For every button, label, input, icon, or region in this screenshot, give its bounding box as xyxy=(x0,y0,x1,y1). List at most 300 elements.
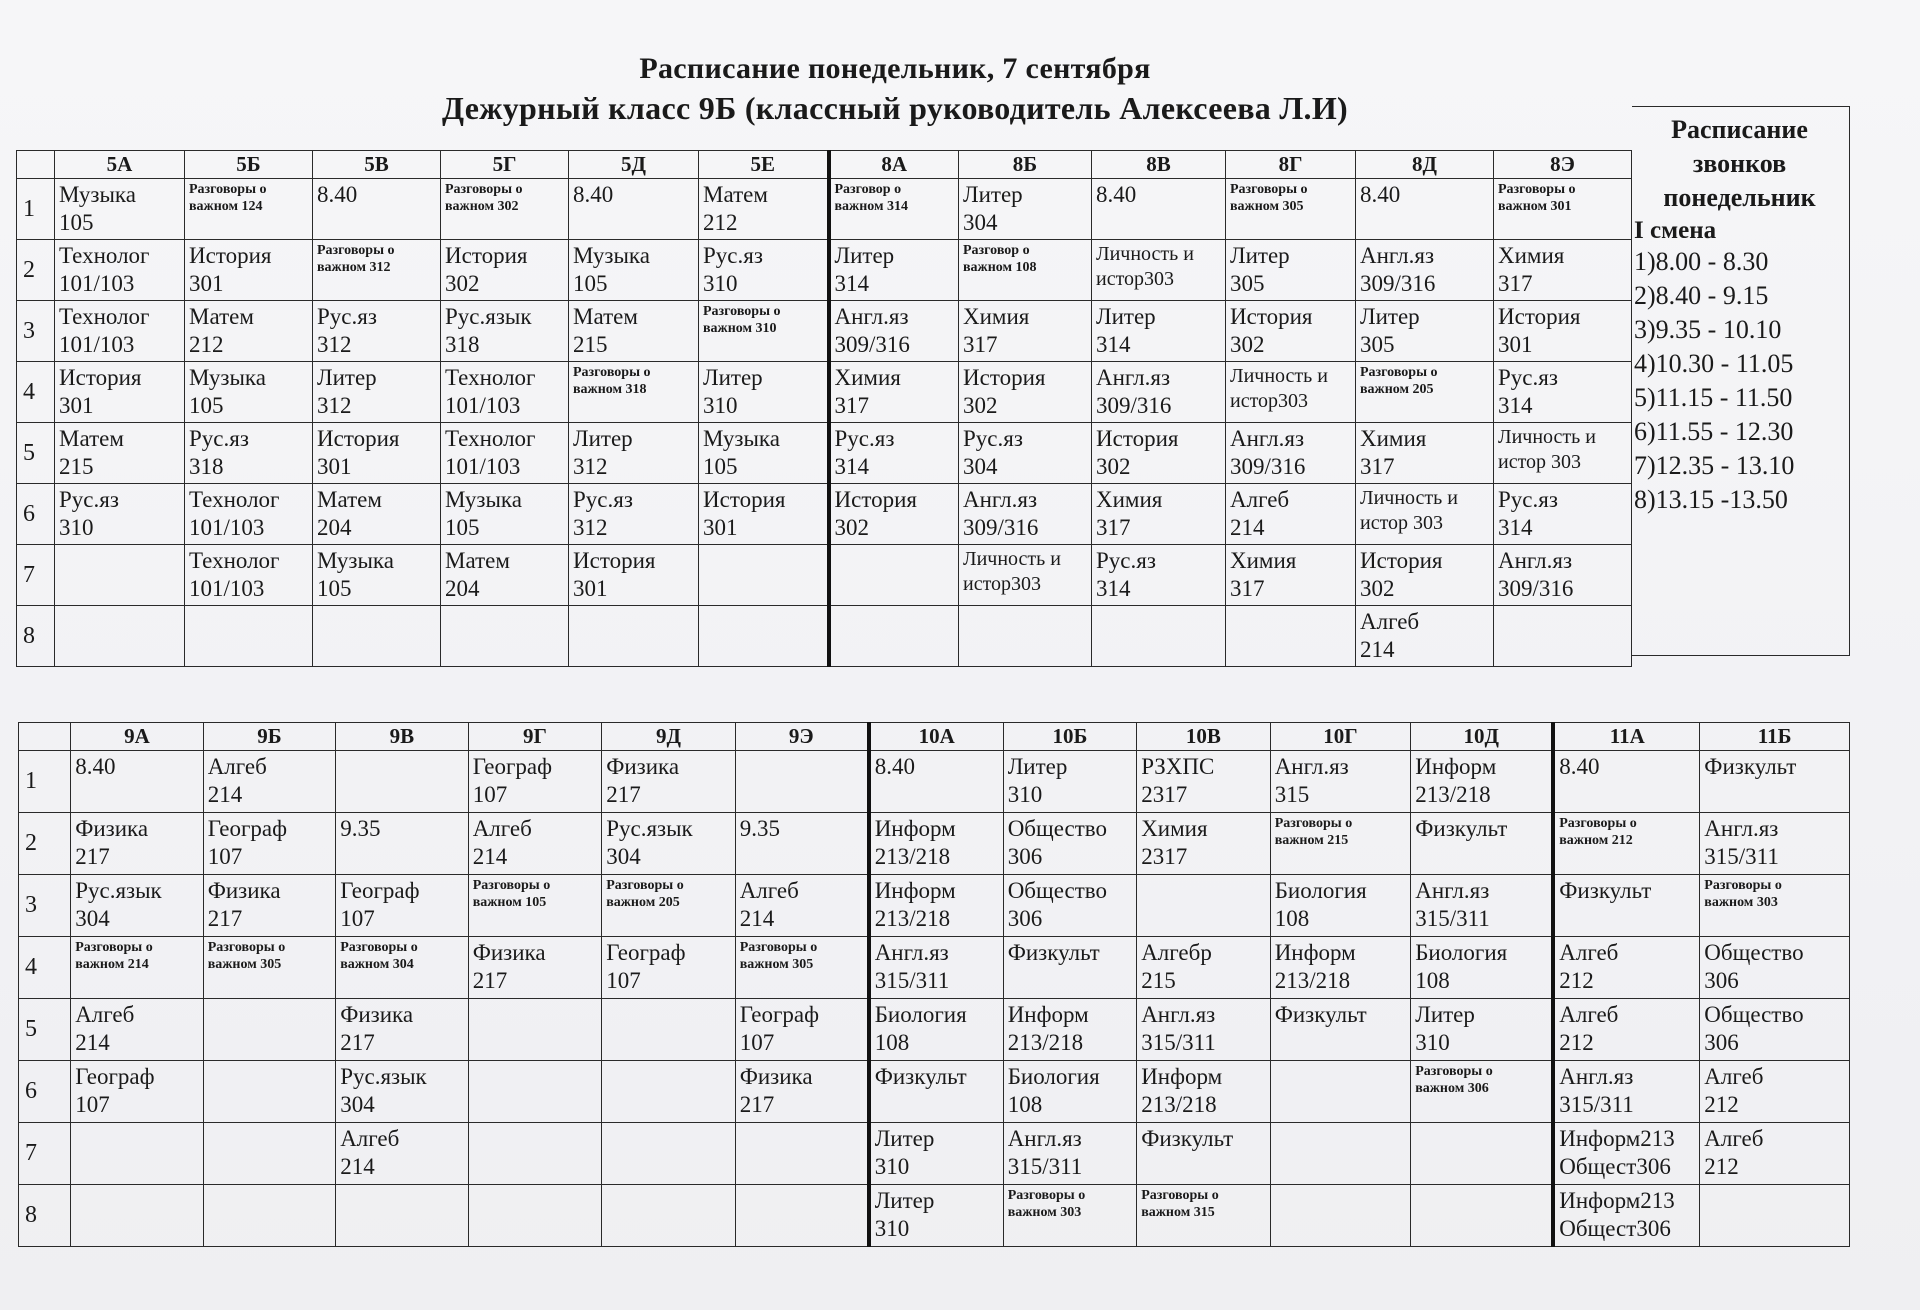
lesson-row xyxy=(17,301,1632,362)
lesson-cell xyxy=(1411,1061,1554,1123)
lesson-text: Матем 215 xyxy=(573,304,638,357)
lesson-text: Разговоры о важном 305 xyxy=(1230,182,1308,214)
class-header: 11Б xyxy=(1700,723,1850,751)
lesson-cell xyxy=(1137,937,1271,999)
lesson-cell xyxy=(1270,937,1411,999)
lesson-text: История 301 xyxy=(703,487,786,540)
lesson-text: Алгеб 212 xyxy=(1559,1002,1619,1055)
lesson-cell xyxy=(185,423,313,484)
lesson-cell xyxy=(1356,301,1494,362)
lesson-text: Физкульт xyxy=(1274,1002,1367,1027)
lesson-text: Технолог 101/103 xyxy=(445,365,536,418)
lesson-cell xyxy=(699,423,829,484)
lesson-cell xyxy=(185,240,313,301)
lesson-cell xyxy=(1700,1185,1850,1247)
lesson-text: Разговоры о важном 303 xyxy=(1007,1188,1086,1220)
lesson-cell xyxy=(468,1185,602,1247)
lesson-cell xyxy=(71,1185,204,1247)
lesson-cell xyxy=(336,999,469,1061)
lesson-text: Информ 213/218 xyxy=(874,878,956,931)
lesson-text: Информ 213/218 xyxy=(1415,754,1497,807)
lesson-number: 4 xyxy=(17,362,55,423)
bell-slot: 1)8.00 - 8.30 xyxy=(1634,247,1769,276)
lesson-cell xyxy=(869,875,1004,937)
lesson-text: Рус.яз 314 xyxy=(1498,487,1558,540)
class-header: 9Г xyxy=(468,723,602,751)
lesson-text: Литер 312 xyxy=(317,365,377,418)
lesson-cell xyxy=(55,240,185,301)
lesson-cell xyxy=(1494,606,1632,667)
lesson-text: История 302 xyxy=(1360,548,1443,601)
lesson-cell xyxy=(468,999,602,1061)
lesson-cell xyxy=(1003,813,1137,875)
class-header: 10Д xyxy=(1411,723,1554,751)
class-header: 10Г xyxy=(1270,723,1411,751)
lesson-cell xyxy=(441,423,569,484)
lesson-text: Англ.яз 315/311 xyxy=(1704,816,1779,869)
lesson-cell xyxy=(869,751,1004,813)
lesson-cell xyxy=(313,301,441,362)
lesson-cell xyxy=(869,1123,1004,1185)
lesson-cell xyxy=(55,545,185,606)
lesson-text: Разговоры о важном 212 xyxy=(1559,816,1637,848)
lesson-cell xyxy=(1092,240,1226,301)
lesson-text: Литер 310 xyxy=(874,1188,935,1241)
lesson-cell xyxy=(1092,606,1226,667)
lesson-text: Разговоры о важном 302 xyxy=(445,182,523,214)
lesson-text: Физика 217 xyxy=(472,940,546,993)
class-header: 8А xyxy=(829,151,959,179)
lesson-text: История 301 xyxy=(59,365,142,418)
lesson-cell xyxy=(1003,937,1137,999)
lesson-row xyxy=(17,484,1632,545)
corner-cell xyxy=(17,151,55,179)
lesson-row xyxy=(17,362,1632,423)
lesson-text: Географ 107 xyxy=(739,1002,819,1055)
class-header: 5Г xyxy=(441,151,569,179)
lesson-cell xyxy=(313,606,441,667)
lesson-text: Разговоры о важном 305 xyxy=(739,940,818,972)
lesson-row xyxy=(19,813,1850,875)
lesson-number: 3 xyxy=(17,301,55,362)
lesson-row xyxy=(17,606,1632,667)
lesson-number: 7 xyxy=(17,545,55,606)
lesson-text: Музыка 105 xyxy=(189,365,266,418)
lesson-text: Разговоры о важном 205 xyxy=(1360,365,1438,397)
lesson-text: Географ 107 xyxy=(606,940,686,993)
lesson-cell xyxy=(959,484,1092,545)
lesson-cell xyxy=(1553,875,1700,937)
lesson-cell xyxy=(336,937,469,999)
lesson-cell xyxy=(1700,751,1850,813)
lesson-cell xyxy=(829,545,959,606)
lesson-text: Матем 215 xyxy=(59,426,124,479)
lesson-text: Англ.яз 309/316 xyxy=(1096,365,1172,418)
lesson-text: Разговоры о важном 124 xyxy=(189,182,267,214)
lesson-cell xyxy=(185,484,313,545)
lesson-cell xyxy=(602,1185,736,1247)
lesson-cell xyxy=(1700,937,1850,999)
lesson-text: Физкульт xyxy=(1704,754,1797,779)
lesson-cell xyxy=(959,423,1092,484)
class-header: 9В xyxy=(336,723,469,751)
lesson-number: 5 xyxy=(17,423,55,484)
lesson-row xyxy=(17,179,1632,240)
lesson-cell xyxy=(55,484,185,545)
lesson-text: История 301 xyxy=(189,243,272,296)
lesson-text: Литер 310 xyxy=(703,365,763,418)
lesson-cell xyxy=(699,179,829,240)
lesson-cell xyxy=(1226,545,1356,606)
lesson-cell xyxy=(71,999,204,1061)
lesson-cell xyxy=(71,1123,204,1185)
lesson-cell xyxy=(829,423,959,484)
lesson-text: Географ 107 xyxy=(75,1064,155,1117)
lesson-text: Алгеб 214 xyxy=(1230,487,1290,540)
lesson-text: Англ.яз 315 xyxy=(1274,754,1349,807)
lesson-text: Информ 213/218 xyxy=(1274,940,1356,993)
bell-schedule-title: Расписание звонков понедельник xyxy=(1663,115,1816,212)
lesson-cell xyxy=(1226,606,1356,667)
lesson-cell xyxy=(1092,362,1226,423)
lesson-text: Разговоры о важном 318 xyxy=(573,365,651,397)
lesson-text: Алгеб 212 xyxy=(1704,1126,1764,1179)
lesson-cell xyxy=(1003,1061,1137,1123)
lesson-cell xyxy=(1356,545,1494,606)
lesson-text: История 302 xyxy=(1096,426,1179,479)
lesson-text: Информ 213/218 xyxy=(1007,1002,1089,1055)
lesson-text: Рус.яз 310 xyxy=(703,243,763,296)
lesson-text: Информ 213/218 xyxy=(1141,1064,1223,1117)
lesson-text: Литер 304 xyxy=(963,182,1023,235)
lesson-number: 2 xyxy=(17,240,55,301)
lesson-text: Англ.яз 309/316 xyxy=(1230,426,1306,479)
lesson-text: Биология 108 xyxy=(1415,940,1508,993)
lesson-text: Алгеб 212 xyxy=(1559,940,1619,993)
lesson-cell xyxy=(55,301,185,362)
lesson-cell xyxy=(1494,240,1632,301)
lesson-text: 8.40 xyxy=(317,182,358,207)
lesson-text: Литер 310 xyxy=(874,1126,935,1179)
lesson-cell xyxy=(1137,813,1271,875)
bell-slot: 3)9.35 - 10.10 xyxy=(1634,315,1782,344)
lesson-cell xyxy=(959,606,1092,667)
lesson-cell xyxy=(1137,1061,1271,1123)
lesson-cell xyxy=(203,999,336,1061)
lesson-text: Музыка 105 xyxy=(573,243,650,296)
lesson-cell xyxy=(602,999,736,1061)
lesson-text: Химия 317 xyxy=(1096,487,1163,540)
lesson-cell xyxy=(1226,240,1356,301)
lesson-text: Разговоры о важном 205 xyxy=(606,878,684,910)
lesson-cell xyxy=(829,240,959,301)
lesson-cell xyxy=(55,606,185,667)
lesson-cell xyxy=(468,1061,602,1123)
class-header: 9Э xyxy=(735,723,869,751)
lesson-text: Информ213 Общест306 xyxy=(1559,1126,1675,1179)
lesson-text: 8.40 xyxy=(1360,182,1401,207)
lesson-text: Общество 306 xyxy=(1704,940,1804,993)
lesson-text: Общество 306 xyxy=(1007,878,1107,931)
lesson-text: 8.40 xyxy=(1096,182,1137,207)
class-header: 5А xyxy=(55,151,185,179)
lesson-text: Биология 108 xyxy=(1007,1064,1100,1117)
lesson-text: Химия 2317 xyxy=(1141,816,1208,869)
lesson-row xyxy=(19,1185,1850,1247)
lesson-cell xyxy=(1553,999,1700,1061)
lesson-cell xyxy=(441,179,569,240)
class-header: 9А xyxy=(71,723,204,751)
lesson-text: Матем 212 xyxy=(189,304,254,357)
lesson-text: Географ 107 xyxy=(207,816,287,869)
lesson-cell xyxy=(869,1061,1004,1123)
lesson-text: Литер 305 xyxy=(1360,304,1420,357)
lesson-cell xyxy=(468,1123,602,1185)
lesson-text: Общество 306 xyxy=(1704,1002,1804,1055)
lesson-cell xyxy=(1137,875,1271,937)
lesson-text: Матем 212 xyxy=(703,182,768,235)
lesson-text: Англ.яз 315/311 xyxy=(1141,1002,1216,1055)
lesson-cell xyxy=(55,423,185,484)
lesson-text: Технолог 101/103 xyxy=(59,304,150,357)
lesson-text: Музыка 105 xyxy=(445,487,522,540)
lesson-text: Рус.язык 304 xyxy=(606,816,693,869)
lesson-cell xyxy=(1700,1061,1850,1123)
lesson-cell xyxy=(185,362,313,423)
lesson-cell xyxy=(569,179,699,240)
lesson-cell xyxy=(829,179,959,240)
lesson-cell xyxy=(336,751,469,813)
lesson-cell xyxy=(468,875,602,937)
lesson-text: Рус.язык 304 xyxy=(340,1064,427,1117)
lesson-text: 8.40 xyxy=(1559,754,1600,779)
lesson-text: Алгеб 214 xyxy=(739,878,799,931)
lesson-text: РЗХПС 2317 xyxy=(1141,754,1215,807)
lesson-cell xyxy=(441,484,569,545)
lesson-number: 1 xyxy=(19,751,71,813)
lesson-text: История 302 xyxy=(963,365,1046,418)
lesson-cell xyxy=(1553,1061,1700,1123)
lesson-text: Музыка 105 xyxy=(703,426,780,479)
lesson-text: Географ 107 xyxy=(340,878,420,931)
lesson-cell xyxy=(1700,1123,1850,1185)
lesson-cell xyxy=(1137,999,1271,1061)
lesson-cell xyxy=(1411,937,1554,999)
lesson-cell xyxy=(1553,1123,1700,1185)
lesson-row xyxy=(19,937,1850,999)
lesson-number: 6 xyxy=(19,1061,71,1123)
lesson-cell xyxy=(313,545,441,606)
lesson-cell xyxy=(569,240,699,301)
lesson-cell xyxy=(1003,1185,1137,1247)
lesson-cell xyxy=(1092,545,1226,606)
lesson-cell xyxy=(203,875,336,937)
lesson-text: Химия 317 xyxy=(963,304,1030,357)
lesson-cell xyxy=(1226,484,1356,545)
lesson-text: Рус.яз 314 xyxy=(1498,365,1558,418)
lesson-text: Личность и истор303 xyxy=(1230,365,1328,412)
lesson-cell xyxy=(869,1185,1004,1247)
lesson-text: Химия 317 xyxy=(1498,243,1565,296)
lesson-cell xyxy=(1270,1185,1411,1247)
lesson-cell xyxy=(869,999,1004,1061)
lesson-number: 8 xyxy=(19,1185,71,1247)
lesson-cell xyxy=(203,937,336,999)
lesson-cell xyxy=(829,362,959,423)
lesson-text: Рус.яз 318 xyxy=(189,426,249,479)
lesson-text: Физкульт xyxy=(874,1064,967,1089)
lesson-text: Алгеб 214 xyxy=(75,1002,135,1055)
class-header: 5В xyxy=(313,151,441,179)
lesson-cell xyxy=(441,545,569,606)
lesson-cell xyxy=(1356,423,1494,484)
lesson-text: Рус.язык 318 xyxy=(445,304,532,357)
lesson-text: Личность и истор303 xyxy=(963,548,1061,595)
lesson-cell xyxy=(735,751,869,813)
class-header: 5Е xyxy=(699,151,829,179)
lesson-text: Матем 204 xyxy=(317,487,382,540)
lesson-row xyxy=(19,751,1850,813)
lesson-text: Информ213 Общест306 xyxy=(1559,1188,1675,1241)
lesson-cell xyxy=(1092,423,1226,484)
lesson-text: Физика 217 xyxy=(739,1064,813,1117)
lesson-text: Биология 108 xyxy=(874,1002,967,1055)
lesson-cell xyxy=(336,875,469,937)
lesson-cell xyxy=(829,484,959,545)
lesson-cell xyxy=(1137,751,1271,813)
lesson-number: 7 xyxy=(19,1123,71,1185)
lesson-cell xyxy=(1270,1061,1411,1123)
lesson-row xyxy=(17,423,1632,484)
lesson-text: Рус.яз 314 xyxy=(834,426,895,479)
lesson-text: История 302 xyxy=(1230,304,1313,357)
lesson-cell xyxy=(1494,301,1632,362)
lesson-cell xyxy=(1003,1123,1137,1185)
lesson-text: Разговоры о важном 303 xyxy=(1704,878,1782,910)
lesson-text: Химия 317 xyxy=(1360,426,1427,479)
lesson-text: История 302 xyxy=(834,487,917,540)
lesson-text: 9.35 xyxy=(340,816,381,841)
lesson-text: Англ.яз 315/311 xyxy=(874,940,950,993)
lesson-cell xyxy=(959,545,1092,606)
lesson-text: Рус.яз 314 xyxy=(1096,548,1156,601)
lesson-cell xyxy=(1270,999,1411,1061)
lesson-cell xyxy=(602,1123,736,1185)
lesson-text: Литер 310 xyxy=(1415,1002,1475,1055)
lesson-text: Разговоры о важном 304 xyxy=(340,940,418,972)
lesson-text: Физкульт xyxy=(1141,1126,1234,1151)
lesson-cell xyxy=(1356,179,1494,240)
lesson-cell xyxy=(1270,813,1411,875)
lesson-cell xyxy=(869,813,1004,875)
lesson-text: Разговоры о важном 105 xyxy=(472,878,551,910)
lesson-text: Англ.яз 315/311 xyxy=(1007,1126,1083,1179)
lesson-text: Информ 213/218 xyxy=(874,816,956,869)
lesson-cell xyxy=(1356,606,1494,667)
class-header: 8Б xyxy=(959,151,1092,179)
class-header: 10А xyxy=(869,723,1004,751)
lesson-text: 8.40 xyxy=(573,182,614,207)
lesson-cell xyxy=(569,545,699,606)
class-header: 10В xyxy=(1137,723,1271,751)
lesson-cell xyxy=(55,179,185,240)
lesson-cell xyxy=(1003,999,1137,1061)
lesson-cell xyxy=(1356,484,1494,545)
class-header: 9Б xyxy=(203,723,336,751)
lesson-text: Разговоры о важном 214 xyxy=(75,940,153,972)
lesson-cell xyxy=(735,813,869,875)
lesson-cell xyxy=(71,813,204,875)
lesson-text: Литер 310 xyxy=(1007,754,1068,807)
lesson-number: 5 xyxy=(19,999,71,1061)
lesson-text: Физика 217 xyxy=(606,754,680,807)
lesson-text: Алгеб 214 xyxy=(340,1126,400,1179)
lesson-cell xyxy=(1494,362,1632,423)
lesson-text: Биология 108 xyxy=(1274,878,1367,931)
lesson-cell xyxy=(735,937,869,999)
lesson-text: Рус.яз 304 xyxy=(963,426,1023,479)
lesson-cell xyxy=(735,1123,869,1185)
lesson-text: Личность и истор303 xyxy=(1096,243,1194,290)
lesson-cell xyxy=(1003,875,1137,937)
lesson-cell xyxy=(1270,751,1411,813)
lesson-cell xyxy=(313,484,441,545)
lesson-cell xyxy=(1270,875,1411,937)
lesson-text: Физика 217 xyxy=(75,816,149,869)
lesson-cell xyxy=(185,301,313,362)
lesson-cell xyxy=(336,1185,469,1247)
lesson-text: Технолог 101/103 xyxy=(59,243,150,296)
lesson-number: 4 xyxy=(19,937,71,999)
lesson-text: Физика 217 xyxy=(340,1002,414,1055)
lesson-cell xyxy=(203,751,336,813)
lesson-text: Англ.яз 309/316 xyxy=(1360,243,1436,296)
lesson-cell xyxy=(602,937,736,999)
class-header: 8Д xyxy=(1356,151,1494,179)
lesson-cell xyxy=(1092,484,1226,545)
lesson-cell xyxy=(313,179,441,240)
lesson-cell xyxy=(203,1123,336,1185)
lesson-cell xyxy=(203,1185,336,1247)
lesson-text: Музыка 105 xyxy=(317,548,394,601)
lesson-cell xyxy=(829,301,959,362)
class-header: 8В xyxy=(1092,151,1226,179)
lesson-cell xyxy=(71,751,204,813)
lesson-cell xyxy=(959,362,1092,423)
lesson-cell xyxy=(1137,1123,1271,1185)
lesson-cell xyxy=(1411,751,1554,813)
lesson-cell xyxy=(441,606,569,667)
lesson-cell xyxy=(1226,179,1356,240)
lesson-cell xyxy=(602,813,736,875)
lesson-number: 3 xyxy=(19,875,71,937)
lesson-text: Рус.яз 310 xyxy=(59,487,119,540)
lesson-text: Разговоры о важном 315 xyxy=(1141,1188,1219,1220)
lesson-cell xyxy=(313,362,441,423)
lesson-cell xyxy=(699,301,829,362)
lesson-cell xyxy=(735,999,869,1061)
lesson-text: Музыка 105 xyxy=(59,182,136,235)
lesson-cell xyxy=(1092,301,1226,362)
lesson-cell xyxy=(829,606,959,667)
lesson-text: Матем 204 xyxy=(445,548,510,601)
lesson-cell xyxy=(185,545,313,606)
lesson-text: Литер 305 xyxy=(1230,243,1290,296)
lesson-cell xyxy=(1411,875,1554,937)
lesson-text: Личность и истор 303 xyxy=(1360,487,1458,534)
lesson-cell xyxy=(336,813,469,875)
lesson-cell xyxy=(1553,813,1700,875)
